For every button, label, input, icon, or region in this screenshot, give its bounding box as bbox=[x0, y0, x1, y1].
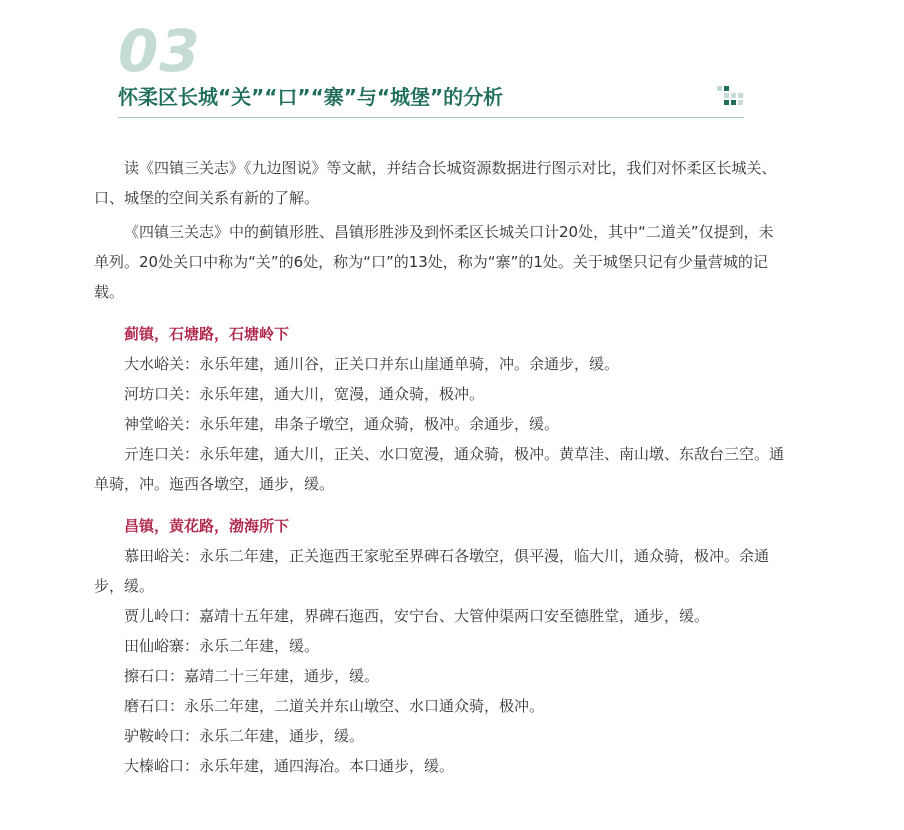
pass-entry: 大水峪关：永乐年建，通川谷，正关口并东山崖通单骑，冲。余通步，缓。 bbox=[124, 355, 620, 373]
subsection-changzhen bbox=[94, 511, 784, 781]
summary-paragraph: 《四镇三关志》中的蓟镇形胜、昌镇形胜涉及到怀柔区长城关口计20处，其中“二道关”仅提到，未单列。20处关口中称为“关”的6处，称为“口”的13处，称为“寨”的1处。关于城堡只记有少量营城的记载。 bbox=[94, 223, 774, 301]
dots-grid-icon bbox=[716, 84, 744, 108]
section-title: 怀柔区长城“关”“口”“寨”与“城堡”的分析 bbox=[118, 85, 504, 109]
title-divider bbox=[118, 117, 744, 118]
pass-entry: 田仙峪寨：永乐二年建，缓。 bbox=[124, 637, 320, 655]
pass-entry: 贾儿岭口：嘉靖十五年建，界碑石迤西，安宁台、大管仲渠两口安至德胜堂，通步，缓。 bbox=[124, 607, 710, 625]
pass-entry: 磨石口：永乐二年建，二道关并东山墩空、水口通众骑，极冲。 bbox=[124, 697, 545, 715]
section-number: 03 bbox=[118, 17, 201, 85]
article-body bbox=[94, 153, 784, 781]
intro-paragraph: 读《四镇三关志》《九边图说》等文献，并结合长城资源数据进行图示对比，我们对怀柔区长城关、口、城堡的空间关系有新的了解。 bbox=[94, 159, 777, 207]
subsection-heading: 蓟镇，石塘路，石塘岭下 bbox=[124, 325, 290, 343]
pass-entry: 擦石口：嘉靖二十三年建，通步，缓。 bbox=[124, 667, 380, 685]
pass-entry: 神堂峪关：永乐年建，串条子墩空，通众骑，极冲。余通步，缓。 bbox=[124, 415, 560, 433]
pass-entry: 亓连口关：永乐年建，通大川，正关、水口宽漫，通众骑，极冲。黄草洼、南山墩、东敌台三空。通单骑，冲。迤西各墩空，通步，缓。 bbox=[94, 445, 785, 493]
subsection-heading: 昌镇，黄花路，渤海所下 bbox=[124, 517, 290, 535]
pass-entry: 慕田峪关：永乐二年建，正关迤西王家驼至界碑石各墩空，俱平漫，临大川，通众骑，极冲。余通步，缓。 bbox=[94, 547, 770, 595]
subsection-jizhen bbox=[94, 319, 784, 499]
pass-entry: 大榛峪口：永乐年建，通四海冶。本口通步，缓。 bbox=[124, 757, 455, 775]
pass-entry: 驴鞍岭口：永乐二年建，通步，缓。 bbox=[124, 727, 365, 745]
pass-entry: 河坊口关：永乐年建，通大川，宽漫，通众骑，极冲。 bbox=[124, 385, 485, 403]
